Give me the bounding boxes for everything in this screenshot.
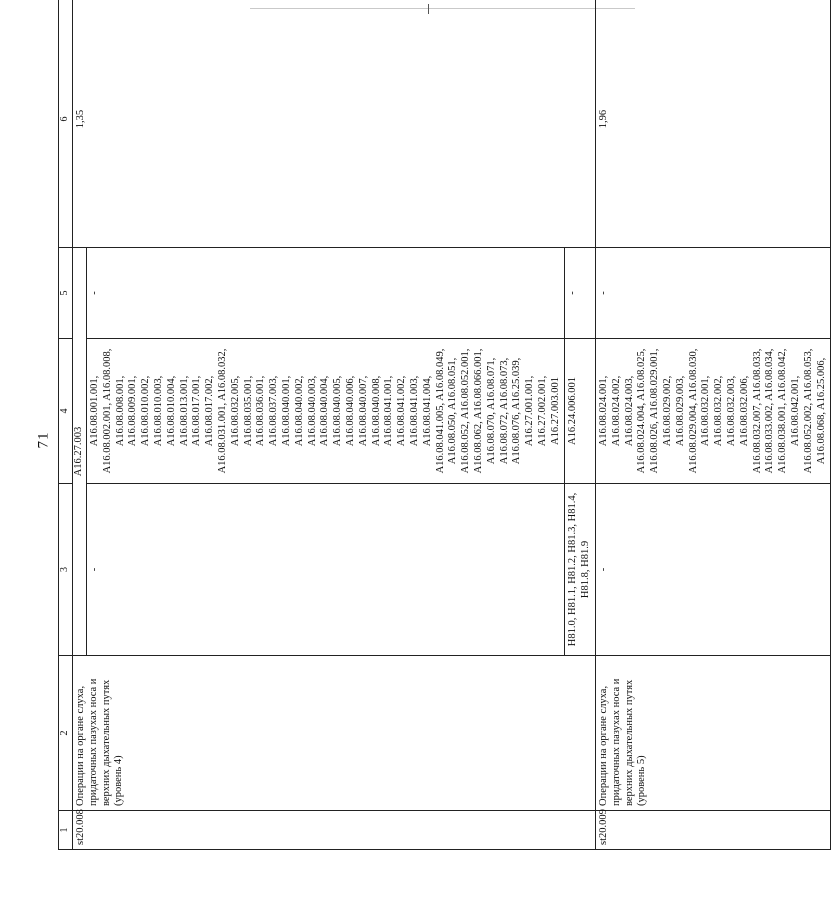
row-code: st20.009 [598, 809, 610, 845]
row-name-cell [73, 656, 596, 811]
header-row [59, 0, 73, 850]
row-name: Операции на органе слуха, придаточных пазухах носа и верхних дыхательных путях (уровень 5) [598, 678, 648, 806]
row-name-cell [596, 656, 831, 811]
tariff-table [58, 0, 831, 850]
coefficient-value: 1,35 [75, 109, 86, 129]
services-cell: A16.08.024.001, A16.08.024.002, A16.08.024.003, A16.08.024.004, A16.08.025, A16.08.026, A16.08.029.001, A16.08.029.002, A16.08.029.003, A16.08.029.004, A16.08.030, A16.08.032.001, A16.08.032.002, A16.08.032.003, A16.08.032.006, A16.08.032.007, A16.08.033, A16.08.033.002, A16.08.034, A16.08.038.001, A16.08.042, A16.08.042.001, A16.08.052.002, A16.08.053, A16.08.068, A16.25.006, [596, 339, 831, 484]
header-col-2: 2 [59, 656, 73, 811]
header-col-4: 4 [59, 339, 73, 484]
col5-cell: - [565, 248, 596, 339]
diagnoses-cell: H81.0, H81.1, H81.2, H81.3, H81.4, H81.8, H81.9 [565, 484, 596, 656]
header-col-6: 6 [59, 0, 73, 248]
col5-cell: - [596, 248, 831, 339]
header-col-3: 3 [59, 484, 73, 656]
table-row-subheader [73, 0, 87, 850]
coefficient-cell [73, 0, 596, 248]
row-code: st20.008 [75, 809, 86, 845]
coefficient-value: 1,96 [598, 109, 610, 129]
diagnoses-cell: - [87, 484, 565, 656]
page-number: 71 [35, 431, 52, 449]
header-col-1: 1 [59, 811, 73, 850]
table-row [596, 0, 831, 850]
col5-cell: - [87, 248, 565, 339]
row-code-cell [596, 811, 831, 850]
diagnoses-cell: - [596, 484, 831, 656]
coefficient-cell [596, 0, 831, 248]
row-code-cell [73, 811, 596, 850]
service-subheader: A16.27.003 [73, 248, 87, 656]
row-name: Операции на органе слуха, придаточных пазухах носа и верхних дыхательных путях (уровень 4) [75, 678, 125, 806]
header-col-5: 5 [59, 248, 73, 339]
services-cell: A16.08.001.001, A16.08.002.001, A16.08.008, A16.08.008.001, A16.08.009.001, A16.08.010.002, A16.08.010.003, A16.08.010.004, A16.08.013.001, A16.08.017.001, A16.08.017.002, A16.08.031.001, A16.08.032, A16.08.032.005, A16.08.035.001, A16.08.036.001, A16.08.037.003, A16.08.040.001, A16.08.040.002, A16.08.040.003, A16.08.040.004, A16.08.040.005, A16.08.040.006, A16.08.040.007, A16.08.040.008, A16.08.041.001, A16.08.041.002, A16.08.041.003, A16.08.041.004, A16.08.041.005, A16.08.049, A16.08.050, A16.08.051, A16.08.052, A16.08.052.001, A16.08.062, A16.08.066.001, A16.08.070, A16.08.071, A16.08.072, A16.08.073, A16.08.076, A16.25.039, A16.27.001.001, A16.27.002.001, A16.27.003.001 [87, 339, 565, 484]
services-cell: A16.24.006.001 [565, 339, 596, 484]
rotated-table-container [58, 45, 827, 850]
